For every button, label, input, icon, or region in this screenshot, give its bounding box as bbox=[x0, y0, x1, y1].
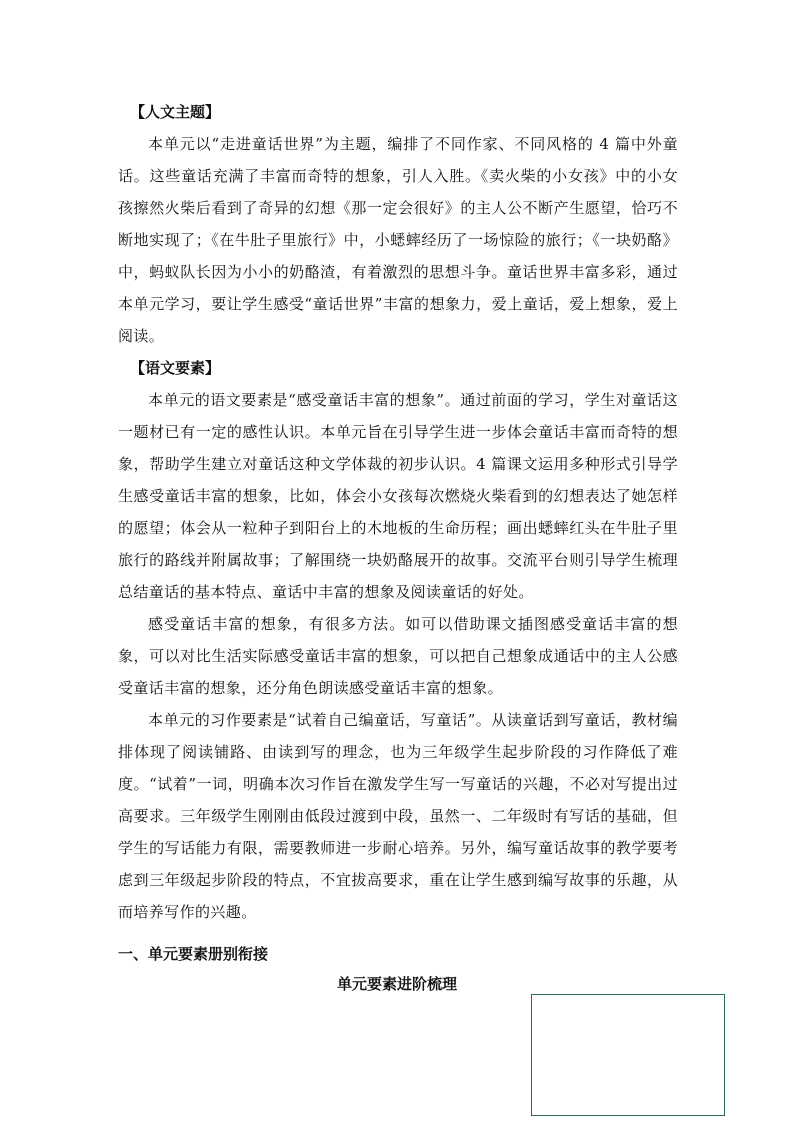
document-body bbox=[118, 96, 678, 928]
table-title: 单元要素进阶梳理 bbox=[336, 975, 457, 993]
section-heading-language: 【语文要素】 bbox=[130, 359, 221, 377]
language-paragraph-1: 本单元的语文要素是“感受童话丰富的想象”。通过前面的学习，学生对童话这一题材已有一定的感性认识。本单元旨在引导学生进一步体会童话丰富而奇特的想象，帮助学生建立对童话这种文学体裁的初步认识。4 篇课文运用多种形式引导学生感受童话丰富的想象，比如，体会小女孩每次燃烧火柴看到的幻想表达了她怎样的愿望；体会从一粒种子到阳台上的木地板的生命历程；画出蟋蟀红头在牛肚子里旅行的路线并附属故事；了解围绕一块奶酪展开的故事。交流平台则引导学生梳理总结童话的基本特点、童话中丰富的想象及阅读童话的好处。 bbox=[118, 391, 678, 601]
language-paragraph-2: 感受童话丰富的想象，有很多方法。如可以借助课文插图感受童话丰富的想象，可以对比生活实际感受童话丰富的想象，可以把自己想象成通话中的主人公感受童话丰富的想象，还分角色朗读感受童话丰富的想象。 bbox=[118, 615, 678, 697]
section-one-title: 一、单元要素册别衔接 bbox=[118, 945, 269, 963]
language-paragraph-3: 本单元的习作要素是“试着自己编童话，写童话”。从读童话到写童话，教材编排体现了阅读铺路、由读到写的理念，也为三年级学生起步阶段的习作降低了难度。“试着”一词，明确本次习作旨在激发学生写一写童话的兴趣，不必对写提出过高要求。三年级学生刚刚由低段过渡到中段，虽然一、二年级时有写话的基础，但学生的写话能力有限，需要教师进一步耐心培养。另外，编写童话故事的教学要考虑到三年级起步阶段的特点，不宜拔高要求，重在让学生感到编写故事的乐趣，从而培养写作的兴趣。 bbox=[118, 711, 678, 921]
table-frame bbox=[531, 994, 725, 1116]
section-heading-humanities: 【人文主题】 bbox=[130, 103, 221, 121]
humanities-paragraph: 本单元以“走进童话世界”为主题，编排了不同作家、不同风格的 4 篇中外童话。这些童话充满了丰富而奇特的想象，引人入胜。《卖火柴的小女孩》中的小女孩擦然火柴后看到了奇异的幻想《那一定会很好》的主人公不断产生愿望，恰巧不断地实现了；《在牛肚子里旅行》中，小蟋蟀经历了一场惊险的旅行；《一块奶酪》中，蚂蚁队长因为小小的奶酪渣，有着激烈的思想斗争。童话世界丰富多彩，通过本单元学习，要让学生感受“童话世界”丰富的想象力，爱上童话，爱上想象，爱上阅读。 bbox=[118, 135, 678, 345]
